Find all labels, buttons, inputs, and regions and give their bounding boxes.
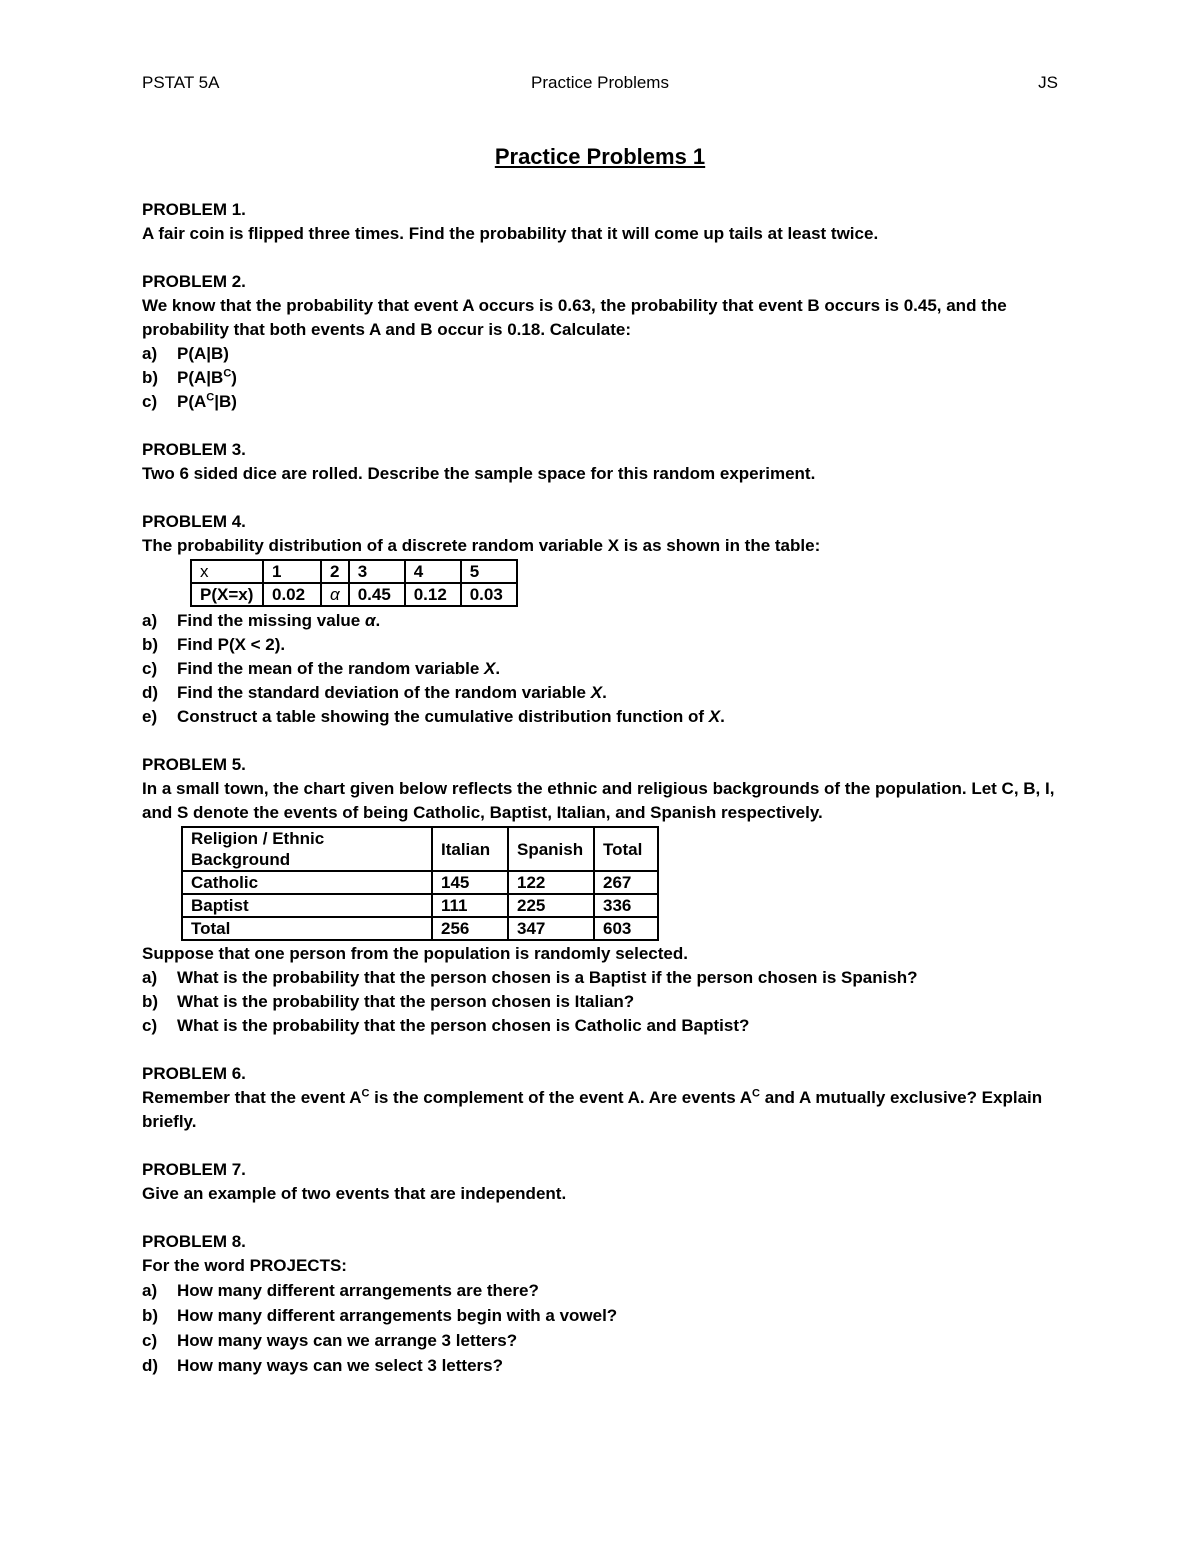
table-cell: 1 (263, 560, 321, 583)
problem-6 (142, 1062, 1062, 1134)
item-text: What is the probability that the person chosen is a Baptist if the person chosen is Spanish? (177, 968, 918, 987)
item-label: c) (142, 659, 158, 678)
item-label: b) (142, 635, 159, 654)
item-text-part: . (720, 707, 725, 726)
table-cell: 0.45 (349, 583, 405, 606)
table-cell: α (321, 583, 349, 606)
list-item (142, 609, 1062, 633)
document-body (142, 198, 1062, 1402)
list-item (142, 681, 1062, 705)
table-row (182, 827, 658, 871)
table-row (191, 560, 517, 583)
problem-text: The probability distribution of a discrete random variable X is as shown in the table: (142, 536, 821, 555)
list-item (142, 657, 1062, 681)
item-label: a) (142, 968, 158, 987)
list-item (142, 1014, 1062, 1038)
item-text-italic: X (590, 683, 603, 702)
problem-followup-text: Suppose that one person from the population is randomly selected. (142, 944, 688, 963)
table-header-cell: Italian (432, 827, 508, 871)
text-part: is the complement of the event A. Are events A (369, 1088, 753, 1107)
item-text: What is the probability that the person chosen is Catholic and Baptist? (177, 1016, 750, 1035)
item-text (177, 390, 237, 414)
table-cell: 0.12 (405, 583, 461, 606)
table-cell: 267 (594, 871, 658, 894)
problem-1 (142, 198, 1062, 246)
item-text: How many ways can we select 3 letters? (177, 1356, 503, 1375)
item-text-italic: X (708, 707, 721, 726)
table-cell: 5 (461, 560, 517, 583)
page-title: Practice Problems 1 (494, 144, 706, 169)
problem-heading: PROBLEM 8. (142, 1232, 246, 1251)
text-part: and A mutually exclusive? Explain briefly. (142, 1088, 1043, 1131)
problem-heading: PROBLEM 5. (142, 755, 246, 774)
list-item (142, 342, 1062, 366)
item-text (177, 609, 380, 633)
item-text-part: P(A|B) (177, 344, 229, 363)
table-cell: 603 (594, 917, 658, 940)
table-row (191, 583, 517, 606)
text-part: Remember that the event A (142, 1088, 362, 1107)
list-item (142, 705, 1062, 729)
item-text-part: . (495, 659, 501, 678)
item-text: How many different arrangements are there? (177, 1281, 539, 1300)
problem-text (142, 1086, 1062, 1134)
table-row (182, 917, 658, 940)
table-cell: 2 (321, 560, 349, 583)
problem-heading: PROBLEM 2. (142, 272, 246, 291)
problem-2 (142, 270, 1062, 414)
list-item (142, 990, 1062, 1014)
table-header-cell: Spanish (508, 827, 594, 871)
problem-8 (142, 1230, 1062, 1378)
item-label: a) (142, 344, 158, 363)
item-label: c) (142, 1016, 158, 1035)
item-text (177, 681, 607, 705)
table-cell: P(X=x) (191, 583, 263, 606)
item-text-part: . (375, 611, 381, 630)
item-text-part: Find the missing value (177, 611, 365, 630)
distribution-table (190, 559, 518, 607)
background-table (181, 826, 659, 941)
item-text-italic: α (364, 611, 376, 630)
problem-text: Give an example of two events that are independent. (142, 1184, 567, 1203)
table-cell: 3 (349, 560, 405, 583)
table-cell: Total (182, 917, 432, 940)
item-text-part: Find the mean of the random variable (177, 659, 484, 678)
superscript: C (361, 1087, 370, 1100)
problem-text: For the word PROJECTS: (142, 1256, 347, 1275)
problem-7 (142, 1158, 1062, 1206)
item-label: b) (142, 368, 159, 387)
item-text-part: Find P(X < 2). (177, 635, 286, 654)
item-text-part: |B) (214, 392, 237, 411)
table-cell: 0.03 (461, 583, 517, 606)
table-cell: 0.02 (263, 583, 321, 606)
table-cell: 256 (432, 917, 508, 940)
table-cell: 145 (432, 871, 508, 894)
item-text-part: . (602, 683, 607, 702)
superscript: C (752, 1087, 760, 1100)
background-table-wrap (142, 826, 1062, 941)
problem-heading: PROBLEM 6. (142, 1064, 246, 1083)
table-header-cell: Total (594, 827, 658, 871)
item-text (177, 342, 229, 366)
table-cell: x (191, 560, 263, 583)
table-cell: Catholic (182, 871, 432, 894)
item-text: How many different arrangements begin with a vowel? (177, 1306, 618, 1325)
list-item (142, 390, 1062, 414)
item-text-part: Find the standard deviation of the random variable (177, 683, 591, 702)
list-item (142, 1329, 1062, 1353)
table-header-cell: Religion / Ethnic Background (182, 827, 432, 871)
problem-text: In a small town, the chart given below reflects the ethnic and religious backgrounds of the population. Let C, B, I, and S denote the events of being Catholic, Baptist, Italian, and Spanish respectively. (142, 779, 1055, 822)
table-cell: 225 (508, 894, 594, 917)
item-text (177, 366, 237, 390)
item-text (177, 633, 285, 657)
item-label: b) (142, 992, 159, 1011)
problem-heading: PROBLEM 4. (142, 512, 246, 531)
item-label: a) (142, 1281, 158, 1300)
table-cell: 4 (405, 560, 461, 583)
problem-text: Two 6 sided dice are rolled. Describe the sample space for this random experiment. (142, 464, 816, 483)
item-label: c) (142, 392, 158, 411)
item-text: How many ways can we arrange 3 letters? (177, 1331, 518, 1350)
superscript: C (223, 367, 232, 380)
superscript: C (206, 391, 215, 404)
item-text-part: ) (231, 368, 237, 387)
item-label: d) (142, 683, 159, 702)
distribution-table-wrap (142, 559, 1062, 607)
table-cell: 336 (594, 894, 658, 917)
list-item (142, 1304, 1062, 1328)
item-label: a) (142, 611, 158, 630)
item-text (177, 705, 725, 729)
problem-5 (142, 753, 1062, 1038)
item-text-part: P(A (177, 392, 207, 411)
header-initials: JS (1038, 73, 1058, 92)
header-center-title: Practice Problems (531, 73, 669, 92)
header-course: PSTAT 5A (142, 73, 220, 92)
table-row (182, 871, 658, 894)
list-item (142, 633, 1062, 657)
item-label: d) (142, 1356, 159, 1375)
item-text-italic: X (484, 659, 496, 678)
problem-heading: PROBLEM 7. (142, 1160, 246, 1179)
list-item (142, 1279, 1062, 1303)
list-item (142, 966, 1062, 990)
item-text-part: P(A|B (177, 368, 224, 387)
item-text (177, 657, 500, 681)
problem-3 (142, 438, 1062, 486)
table-cell: 347 (508, 917, 594, 940)
list-item (142, 366, 1062, 390)
problem-4 (142, 510, 1062, 729)
table-cell: 111 (432, 894, 508, 917)
problem-heading: PROBLEM 3. (142, 440, 246, 459)
item-label: c) (142, 1331, 158, 1350)
problem-text: A fair coin is flipped three times. Find the probability that it will come up tails at least twice. (142, 224, 879, 243)
item-label: e) (142, 707, 158, 726)
problem-text: We know that the probability that event A occurs is 0.63, the probability that event B occurs is 0.45, and the probability that both events A and B occur is 0.18. Calculate: (142, 296, 1007, 339)
list-item (142, 1354, 1062, 1378)
item-label: b) (142, 1306, 159, 1325)
table-cell: 122 (508, 871, 594, 894)
item-text: What is the probability that the person chosen is Italian? (177, 992, 635, 1011)
table-row (182, 894, 658, 917)
table-cell: Baptist (182, 894, 432, 917)
problem-heading: PROBLEM 1. (142, 200, 246, 219)
item-text-part: Construct a table showing the cumulative distribution function of (177, 707, 709, 726)
